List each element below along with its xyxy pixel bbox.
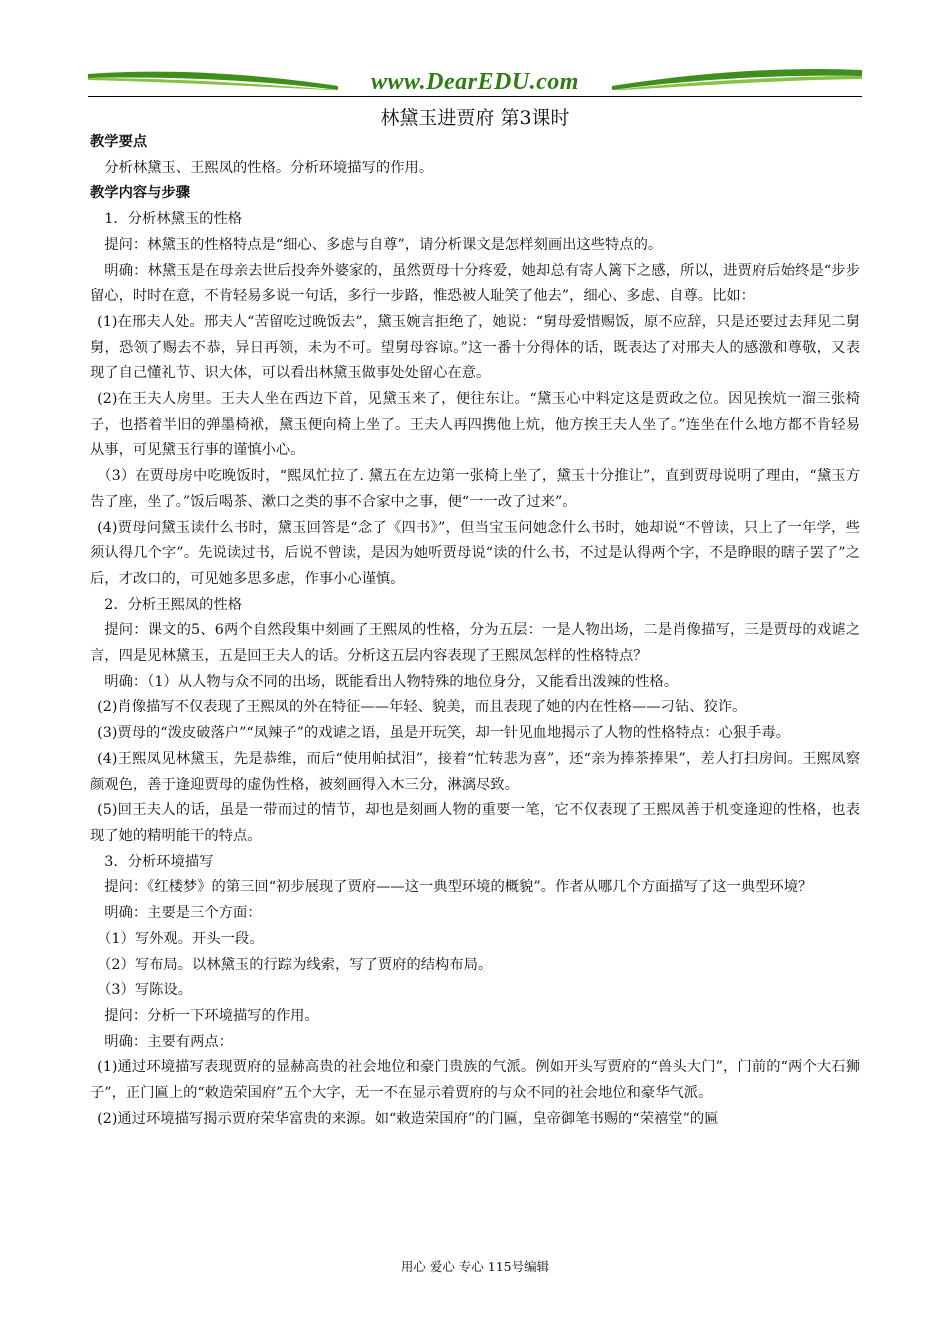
paragraph: (4)王熙凤见林黛玉，先是恭维，而后“使用帕拭泪”，接着“忙转悲为喜”，还“亲为捧茶捧果”，差人打扫房间。王熙凤察颜观色，善于逢迎贾母的虚伪性格，被刻画得入木三分，淋漓尽致。 [90, 750, 860, 793]
header-rule [88, 96, 862, 97]
paragraph: 提问：《红楼梦》的第三回“初步展现了贾府——这一典型环境的概貌”。作者从哪几个方面描写了这一典型环境？ [104, 879, 813, 896]
page-title: 林黛玉进贾府 第3课时 [380, 107, 570, 129]
paragraph: （3）写陈设。 [97, 982, 193, 999]
paragraph: 明确：主要有两点： [104, 1033, 233, 1050]
paragraph: 提问：课文的5、6两个自然段集中刻画了王熙凤的性格，分为五层：一是人物出场，二是肖像描写，三是贾母的戏谑之言，四是见林黛玉，五是回王夫人的话。分析这五层内容表现了王熙凤怎样的性格特点？ [90, 622, 860, 665]
paragraph: 3．分析环境描写 [104, 853, 214, 870]
paragraph: (2)在王夫人房里。王夫人坐在西边下首，见黛玉来了，便往东让。“黛玉心中料定这是贾政之位。因见挨炕一溜三张椅子，也搭着半旧的弹墨椅袱，黛玉便向椅上坐了。王夫人再四携他上炕，他方挨王夫人坐了。”连坐在什么地方都不肯轻易从事，可见黛玉行事的谨慎小心。 [90, 391, 860, 459]
section-heading: 教学要点 [90, 134, 148, 150]
paragraph: (1)通过环境描写表现贾府的显赫高贵的社会地位和豪门贵族的气派。例如开头写贾府的“兽头大门”，门前的“两个大石狮子”，正门匾上的“敕造荣国府”五个大字，无一不在显示着贾府的与众不同的社会地位和豪华气派。 [90, 1059, 860, 1102]
site-logo[interactable]: www.DearEDU.com [371, 69, 579, 95]
paragraph: 提问：分析一下环境描写的作用。 [104, 1007, 319, 1024]
page-footer: 用心 爱心 专心 115号编辑 [400, 1259, 550, 1274]
paragraph: （3）在贾母房中吃晚饭时，“熙凤忙拉了. 黛五在左边第一张椅上坐了，黛玉十分推让”，直到贾母说明了理由，“黛玉方告了座，坐了。”饭后喝茶、漱口之类的事不合家中之事，便“一一改了过来”。 [90, 468, 860, 510]
site-header-banner [88, 66, 862, 96]
paragraph: 明确：主要是三个方面： [104, 905, 262, 922]
paragraph: (4)贾母问黛玉读什么书时，黛玉回答是“念了《四书》”，但当宝玉问她念什么书时，她却说“不曾读，只上了一年学，些须认得几个字”。先说读过书，后说不曾读，是因为她听贾母说“读的什么书，不过是认得两个字，不是睁眼的瞎子罢了”之后，才改口的，可见她多思多虑，作事小心谨慎。 [90, 519, 860, 587]
paragraph: 明确：林黛玉是在母亲去世后投奔外婆家的，虽然贾母十分疼爱，她却总有寄人篱下之感，所以，进贾府后始终是“步步留心，时时在意，不肯轻易多说一句话，多行一步路，惟恐被人耻笑了他去”，细心、多虑、自尊。比如： [90, 262, 860, 305]
paragraph: (2)肖像描写不仅表现了王熙凤的外在特征——年轻、貌美，而且表现了她的内在性格——刁钻、狡诈。 [97, 699, 747, 716]
paragraph: (3)贾母的“泼皮破落户”“凤辣子”的戏谑之语，虽是开玩笑，却一针见血地揭示了人物的性格特点：心狠手毒。 [97, 725, 790, 742]
paragraph: (1)在邢夫人处。邢夫人“苦留吃过晚饭去”，黛玉婉言拒绝了，她说：“舅母爱惜赐饭，原不应辞，只是还要过去拜见二舅舅，恐领了赐去不恭，异日再领，未为不可。望舅母容谅。”这一番十分得体的话，既表达了对邢夫人的感激和尊敬，又表现了自己懂礼节、识大体，可以看出林黛玉做事处处留心在意。 [90, 313, 860, 382]
paragraph: （1）写外观。开头一段。 [97, 930, 264, 947]
section-heading: 教学内容与步骤 [90, 185, 191, 202]
paragraph: 2．分析王熙凤的性格 [104, 596, 243, 613]
paragraph: (5)回王夫人的话，虽是一带而过的情节，却也是刻画人物的重要一笔，它不仅表现了王熙凤善于机变逢迎的性格，也表现了她的精明能干的特点。 [90, 802, 860, 844]
paragraph: (2)通过环境描写揭示贾府荣华富贵的来源。如“敕造荣国府”的门匾，皇帝御笔书赐的“荣禧堂”的匾 [97, 1110, 719, 1127]
paragraph: 1．分析林黛玉的性格 [104, 211, 243, 228]
paragraph: 分析林黛玉、王熙凤的性格。分析环境描写的作用。 [104, 159, 434, 176]
paragraph: （2）写布局。以林黛玉的行踪为线索，写了贾府的结构布局。 [97, 956, 493, 973]
document-body [90, 130, 860, 1132]
paragraph: 明确：（1）从人物与众不同的出场，既能看出人物特殊的地位身分，又能看出泼辣的性格。 [104, 673, 679, 690]
paragraph: 提问：林黛玉的性格特点是“细心、多虑与自尊”，请分析课文是怎样刻画出这些特点的。 [104, 236, 663, 253]
